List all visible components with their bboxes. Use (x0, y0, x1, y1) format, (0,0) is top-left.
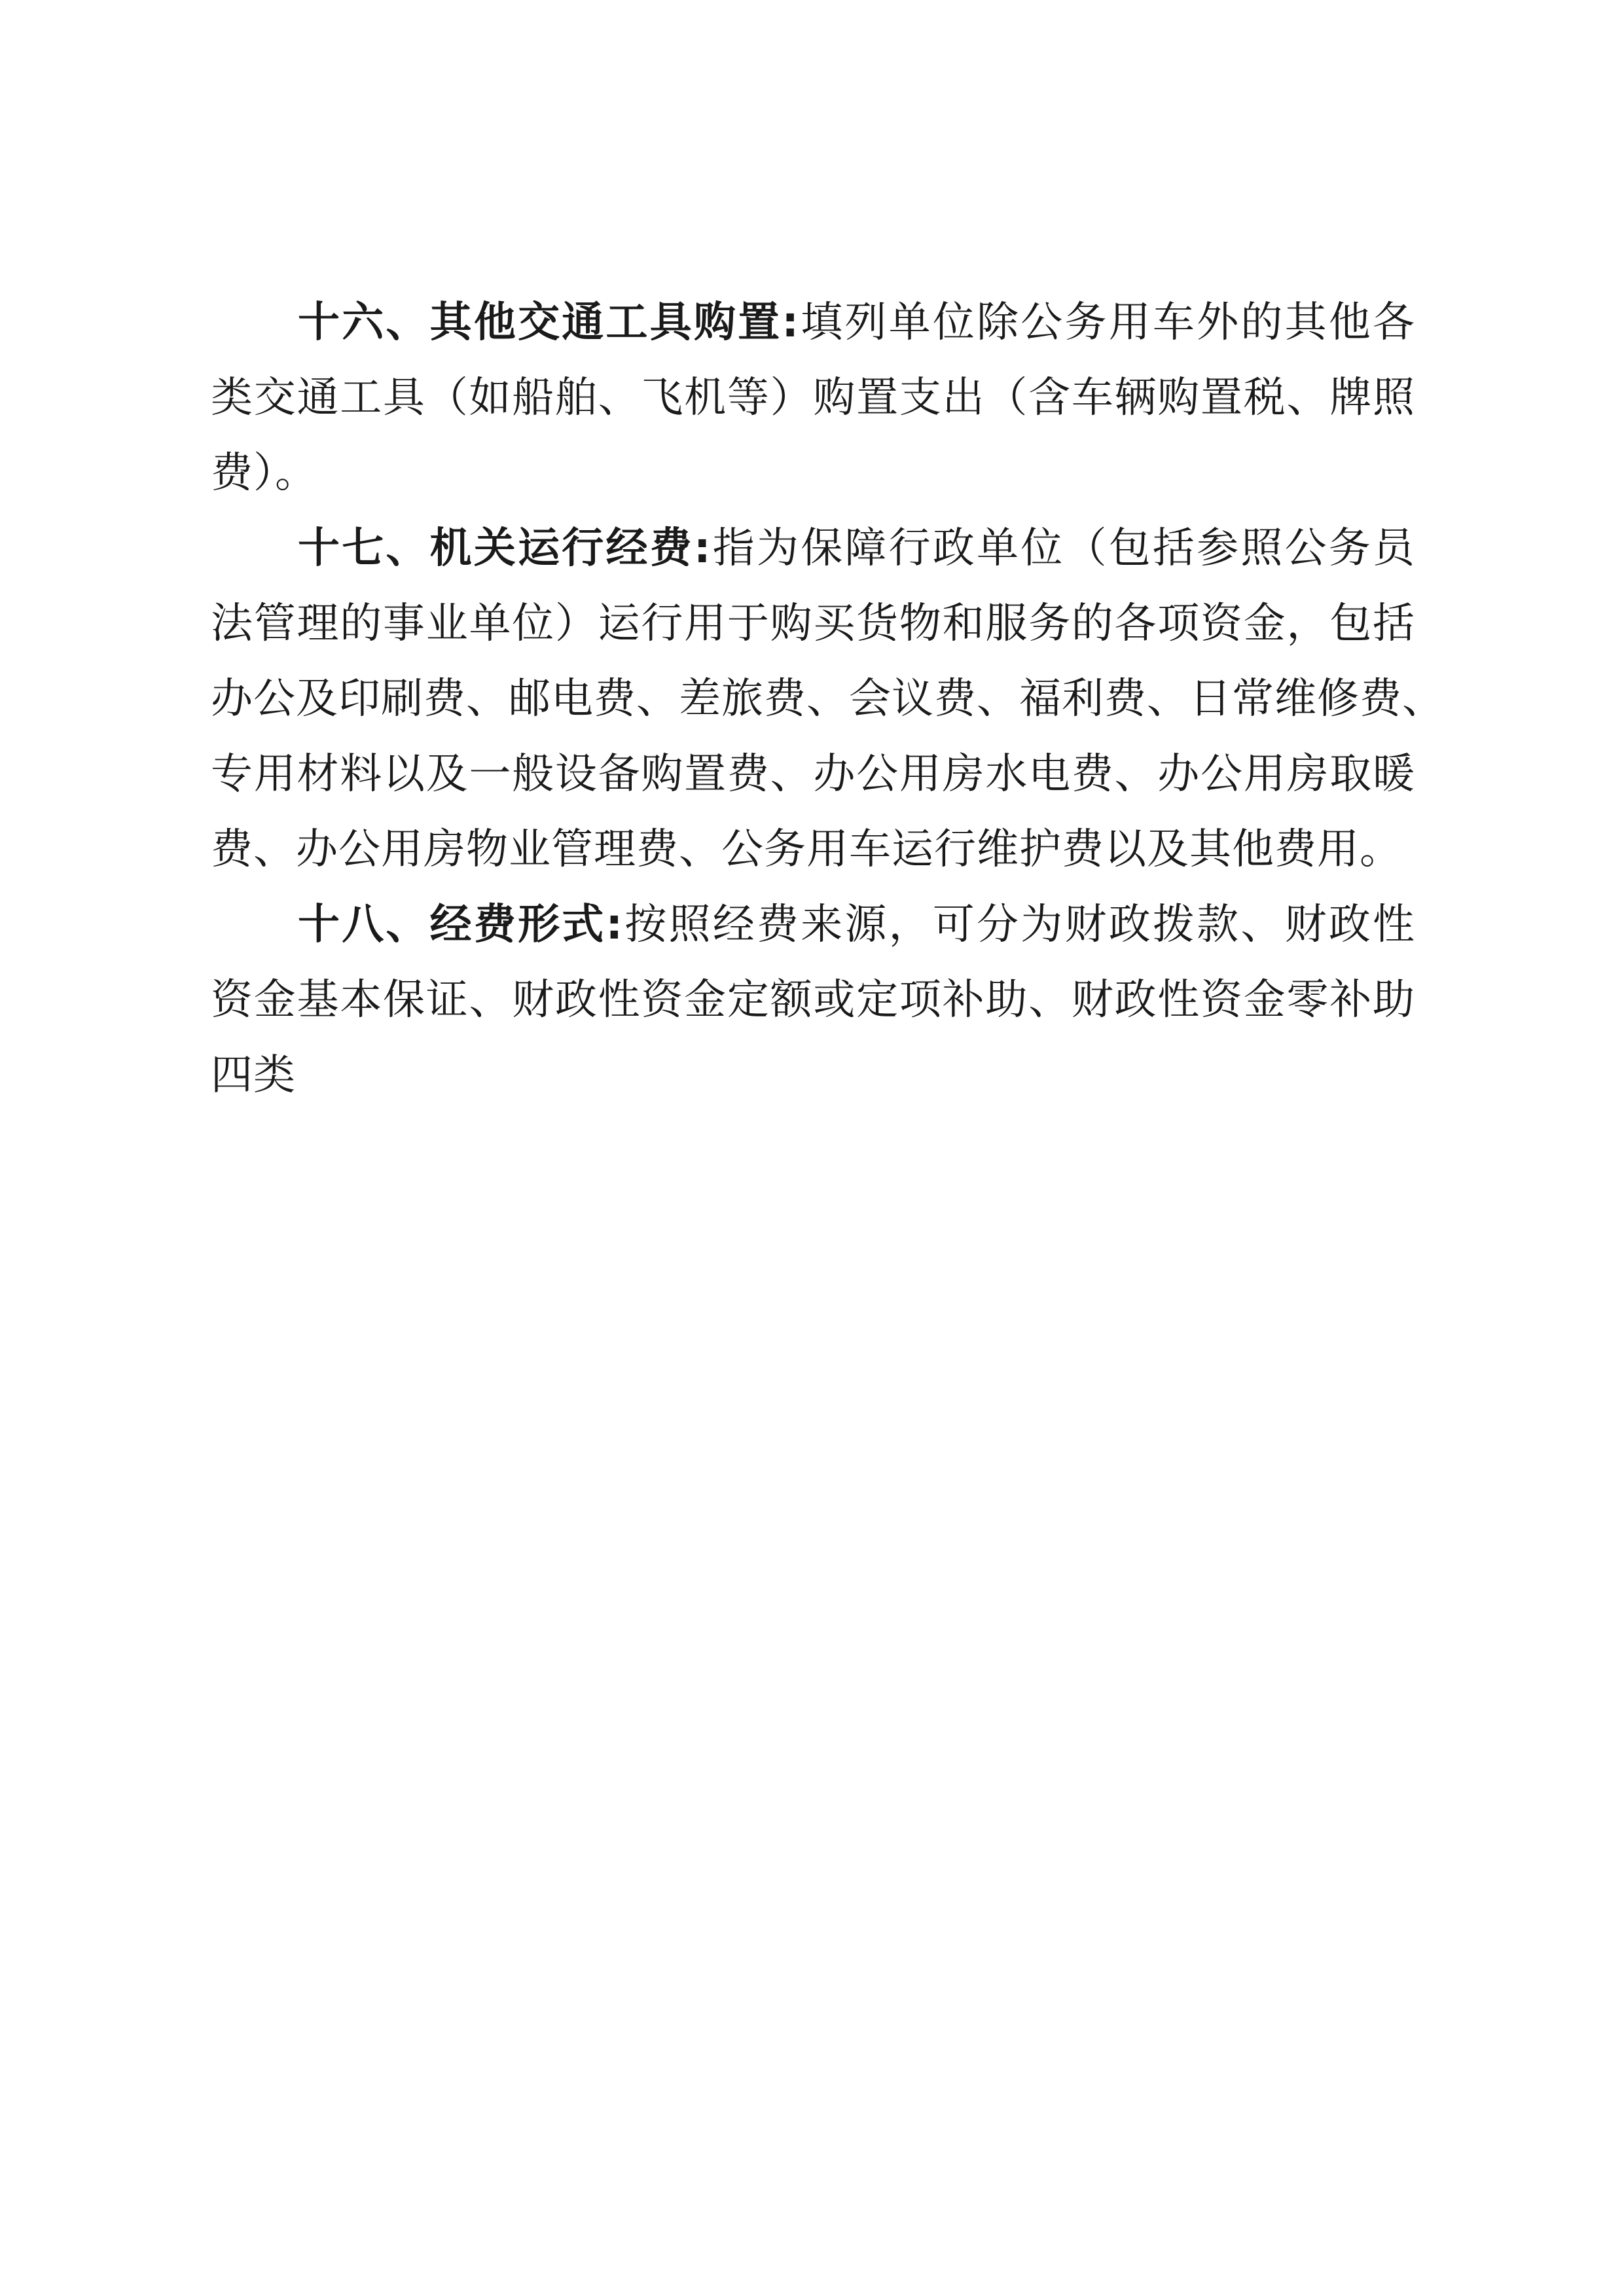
paragraph-16-line-3: 费）。 (211, 449, 317, 497)
paragraph-16-text: 填列单位除公务用车外的其他各 (799, 298, 1416, 347)
paragraph-16-line-1 (211, 285, 1415, 361)
paragraph-18-line-2: 资金基本保证、财政性资金定额或定项补助、财政性资金零补助 (211, 976, 1415, 1024)
paragraph-17-line-1 (211, 511, 1415, 586)
paragraph-16-term: 十六、其他交通工具购置: (298, 298, 799, 347)
paragraph-17-line-2: 法管理的事业单位）运行用于购买货物和服务的各项资金，包括 (211, 600, 1415, 648)
paragraph-18-term: 十八、经费形式: (298, 901, 624, 949)
paragraph-18-line-3: 四类 (211, 1051, 296, 1100)
paragraph-17-term: 十七、机关运行经费: (298, 524, 712, 573)
paragraph-17-line-3: 办公及印刷费、邮电费、差旅费、会议费、福利费、日常维修费、 (211, 675, 1445, 723)
document-body (211, 285, 1445, 1113)
paragraph-16-line-2: 类交通工具（如船舶、飞机等）购置支出（含车辆购置税、牌照 (211, 374, 1415, 422)
paragraph-18-text: 按照经费来源，可分为财政拨款、财政性 (623, 901, 1415, 949)
paragraph-17-text: 指为保障行政单位（包括参照公务员 (711, 524, 1416, 573)
paragraph-17-line-5: 费、办公用房物业管理费、公务用车运行维护费以及其他费用。 (211, 825, 1402, 874)
paragraph-18-line-1 (211, 888, 1415, 963)
paragraph-17-line-4: 专用材料以及一般设备购置费、办公用房水电费、办公用房取暖 (211, 750, 1415, 798)
